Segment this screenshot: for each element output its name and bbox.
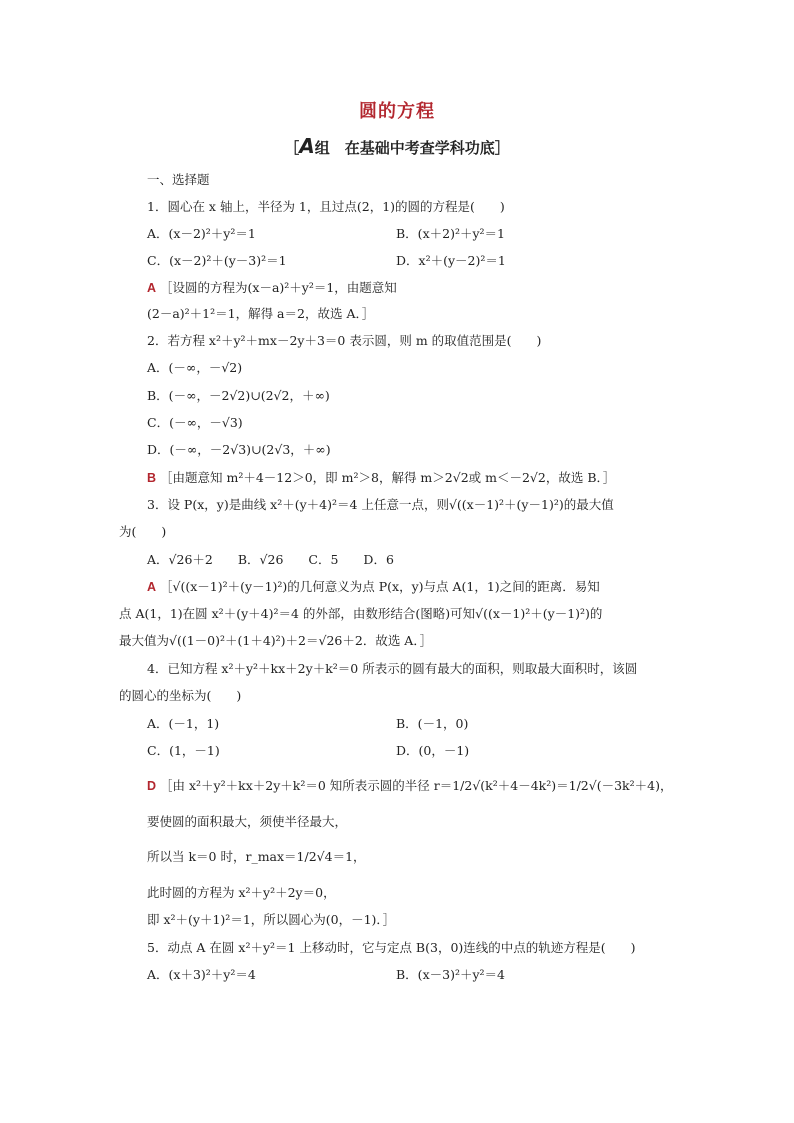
- q4-solution-line2: 要使圆的面积最大，须使半径最大，: [147, 814, 348, 829]
- group-header: [0, 134, 794, 158]
- q3-solution-text: ［√((x－1)²＋(y－1)²)的几何意义为点 P(x，y)与点 A(1，1)之间的距离．易知: [160, 579, 600, 594]
- q3-answer: A: [147, 580, 157, 594]
- q4-solution-line4: 此时圆的方程为 x²＋y²＋2y＝0，: [147, 885, 336, 900]
- q1-solution-line2: (2－a)²＋1²＝1，解得 a＝2，故选 A．］: [147, 306, 375, 321]
- q2-stem: 2．若方程 x²＋y²＋mx－2y＋3＝0 表示圆，则 m 的取值范围是( ): [147, 333, 542, 348]
- q4-option-c: C．(1，－1): [147, 743, 220, 758]
- q1-solution-text: ［设圆的方程为(x－a)²＋y²＝1，由题意知: [160, 280, 397, 295]
- q3-solution-line3: 最大值为√((1－0)²＋(1＋4)²)＋2＝√26＋2．故选 A．］: [119, 633, 433, 648]
- page-title: 圆的方程: [359, 101, 435, 122]
- group-label: 组 在基础中考查学科功底: [314, 139, 495, 157]
- q3-stem-line1: 3．设 P(x，y)是曲线 x²＋(y＋4)²＝4 上任意一点，则√((x－1)²＋(y－1)²)的最大值: [147, 497, 614, 512]
- q2-solution-text: ［由题意知 m²＋4－12＞0，即 m²＞8，解得 m＞2√2或 m＜－2√2，故选 B．］: [160, 470, 616, 485]
- q4-solution-text: ［由 x²＋y²＋kx＋2y＋k²＝0 知所表示圆的半径 r＝1/2√(k²＋4－4k²)＝1/2√(－3k²＋4)，: [160, 778, 673, 793]
- q1-solution-line1: [147, 279, 397, 297]
- q5-option-a: A．(x＋3)²＋y²＝4: [147, 967, 256, 982]
- q1-option-b: B．(x＋2)²＋y²＝1: [396, 226, 505, 241]
- q2-option-c: C．(－∞，－√3): [147, 415, 243, 430]
- section-heading: 一、选择题: [147, 172, 210, 187]
- q4-option-a: A．(－1，1): [147, 716, 220, 731]
- q2-answer: B: [147, 471, 157, 485]
- q4-solution-line3: 所以当 k＝0 时，r_max＝1/2√4＝1，: [147, 849, 366, 864]
- q4-option-d: D．(0，－1): [396, 743, 470, 758]
- q3-stem-line2: 为( ): [119, 524, 167, 539]
- q1-answer: A: [147, 281, 157, 295]
- q4-answer: D: [147, 779, 157, 793]
- q3-options: A．√26＋2 B．√26 C．5 D．6: [147, 552, 394, 567]
- q2-solution: [147, 469, 615, 487]
- q4-solution-line5: 即 x²＋(y＋1)²＝1，所以圆心为(0，－1)．］: [147, 912, 396, 927]
- q5-option-b: B．(x－3)²＋y²＝4: [396, 967, 505, 982]
- group-letter: A: [299, 134, 315, 158]
- q4-solution-line1: [147, 777, 672, 795]
- q2-option-a: A．(－∞，－√2): [147, 360, 243, 375]
- q2-option-b: B．(－∞，－2√2)∪(2√2，＋∞): [147, 388, 330, 403]
- q2-option-d: D．(－∞，－2√3)∪(2√3，＋∞): [147, 442, 331, 457]
- q1-stem: 1．圆心在 x 轴上，半径为 1，且过点(2，1)的圆的方程是( ): [147, 199, 505, 214]
- bracket-open: ［: [284, 139, 300, 157]
- q3-solution-line2: 点 A(1，1)在圆 x²＋(y＋4)²＝4 的外部，由数形结合(图略)可知√((x－1)²＋(y－1)²)的: [119, 606, 603, 621]
- q3-solution-line1: [147, 578, 600, 596]
- q1-option-a: A．(x－2)²＋y²＝1: [147, 226, 256, 241]
- q4-option-b: B．(－1，0): [396, 716, 469, 731]
- bracket-close: ］: [494, 139, 510, 157]
- q1-option-d: D．x²＋(y－2)²＝1: [396, 253, 506, 268]
- q1-option-c: C．(x－2)²＋(y－3)²＝1: [147, 253, 287, 268]
- q4-stem-line1: 4．已知方程 x²＋y²＋kx＋2y＋k²＝0 所表示的圆有最大的面积，则取最大面积时，该圆: [147, 661, 638, 676]
- q4-stem-line2: 的圆心的坐标为( ): [119, 688, 242, 703]
- q5-stem: 5．动点 A 在圆 x²＋y²＝1 上移动时，它与定点 B(3，0)连线的中点的轨迹方程是( ): [147, 940, 636, 955]
